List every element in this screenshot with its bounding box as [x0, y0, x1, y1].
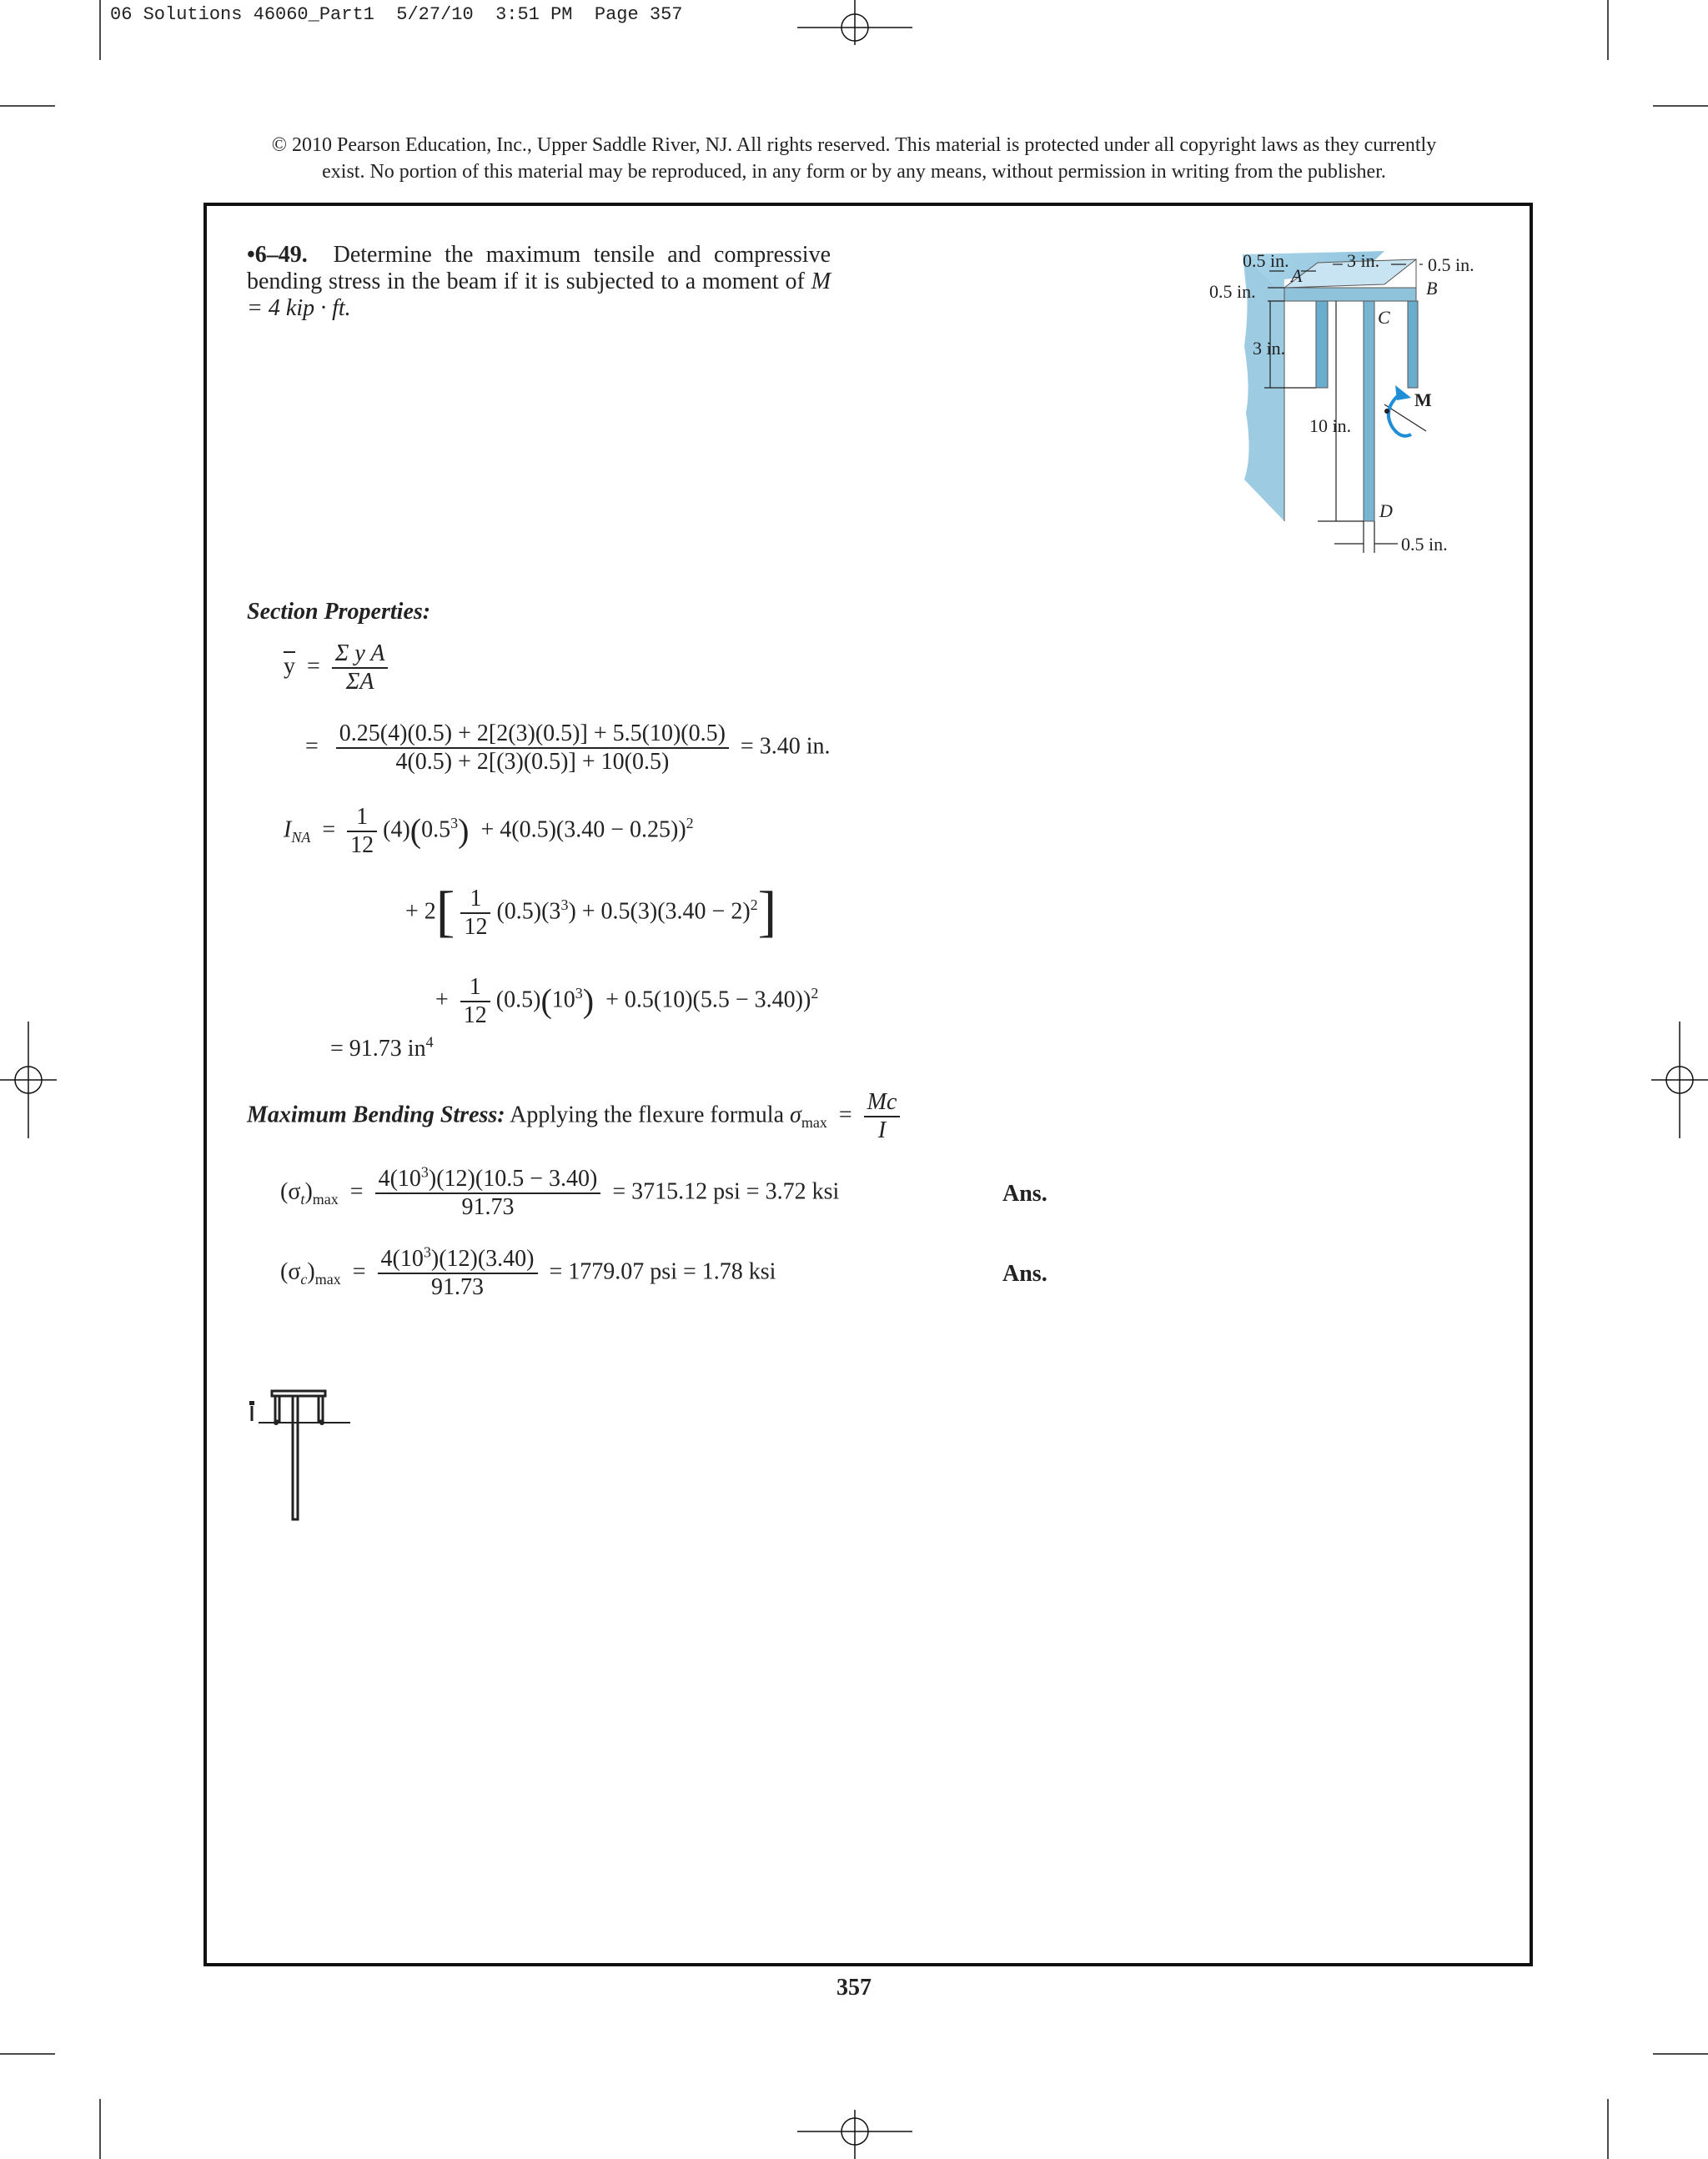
ina-line3-d: + 0.5(10)(5.5 − 3.40)	[605, 987, 803, 1013]
frac-numerator: 1	[347, 804, 377, 832]
compressive-numerator: 4(10	[380, 1246, 424, 1272]
max-stress-line: Maximum Bending Stress: Applying the flexure formula $\sigma_{max}$ = $\frac{Mc}{I}$	[247, 1089, 900, 1144]
problem-number: •6–49.	[247, 242, 308, 268]
ybar-value-fraction	[336, 721, 729, 776]
ina-result: = 91.73 $in^4$	[330, 1033, 434, 1062]
dim-label-6: 10 in.	[1309, 415, 1352, 436]
ina-result-value: = 91.73 in	[330, 1036, 426, 1062]
ina-line1-b: 0.5	[421, 816, 451, 843]
tensile-numerator-rest: )(12)(10.5 − 3.40)	[428, 1166, 598, 1192]
cross-section-sketch	[247, 1388, 355, 1521]
frac-denominator: 12	[463, 1002, 487, 1028]
tensile-numerator: 4(10	[378, 1166, 421, 1192]
compressive-stress-equation: $(\sigma_c)_{max}$ = $\frac{4(10^3)(12)(3.40)}{91.73}$ = 1779.07 psi = 1.78 ksi	[280, 1243, 776, 1300]
point-label-d: D	[1379, 500, 1393, 521]
dim-label-7: 0.5 in.	[1401, 534, 1448, 555]
ybar-denominator: ΣA	[345, 669, 374, 695]
ina-subscript: NA	[291, 829, 311, 846]
copyright-line-2: exist. No portion of this material may be reproduced, in any form or by any means, without permission in writing from the publisher.	[322, 161, 1386, 183]
problem-statement	[247, 242, 831, 322]
tensile-stress-equation: $(\sigma_t)_{max}$ = $\frac{4(10^3)(12)(10.5 - 3.40)}{91.73}$ = 3715.12 psi = 3.72 ksi	[280, 1163, 840, 1220]
tensile-denominator: 91.73	[461, 1194, 515, 1220]
registration-mark-right	[1651, 1022, 1708, 1138]
compressive-numerator-rest: )(12)(3.40)	[430, 1246, 535, 1272]
ina-line-2: + 2[ $\frac{1}{12}$ $(0.5)(3^3) + 0.5(3)(3.40 - 2)^2$]	[405, 879, 777, 943]
crop-mark-bottom	[0, 2054, 1708, 2159]
dim-label-3: 0.5 in.	[1428, 254, 1474, 275]
frac-numerator: 1	[460, 974, 490, 1002]
registration-mark-left	[0, 1022, 57, 1138]
tensile-lhs: (σ	[280, 1178, 301, 1205]
flexure-numerator: Mc	[864, 1089, 901, 1117]
section-properties-heading: Section Properties:	[247, 599, 431, 625]
dim-label-4: 0.5 in.	[1209, 281, 1256, 302]
compressive-result: = 1779.07 psi = 1.78 ksi	[549, 1258, 776, 1285]
ybar-value-numerator: 0.25(4)(0.5) + 2[2(3)(0.5)] + 5.5(10)(0.5)	[336, 721, 729, 749]
dim-label-1: 0.5 in.	[1243, 250, 1289, 271]
point-label-c: C	[1378, 307, 1390, 328]
ybar-fraction	[332, 640, 389, 695]
ina-frac-1	[347, 804, 377, 859]
ybar-value-denominator: 4(0.5) + 2[(3)(0.5)] + 10(0.5)	[395, 749, 670, 775]
ina-line2-b: (0.5)(3	[496, 898, 561, 925]
beam-right-web	[1408, 301, 1418, 388]
compressive-denominator: 91.73	[431, 1274, 485, 1300]
problem-moment: M = 4 kip · ft.	[247, 269, 831, 321]
compressive-fraction: $\frac{4(10^3)(12)(3.40)}{91.73}$	[378, 1246, 538, 1301]
ina-line-3: + $\frac{1}{12}$ $(0.5)(10^3) + 0.5(10)(5.5 - 3.40))^2$	[435, 974, 819, 1028]
moment-label: M	[1414, 389, 1432, 410]
ina-line3-a: +	[435, 987, 449, 1013]
flexure-fraction	[864, 1089, 901, 1144]
ina-line-1: $I_{NA}$ = $\frac{1}{12}$ $(4)(0.5^3) + 4(0.5)(3.40 - 0.25))^2$	[284, 804, 694, 858]
ina-line2-a: + 2	[405, 898, 436, 925]
ybar-result: = 3.40 in.	[740, 733, 831, 760]
beam-figure	[1193, 246, 1510, 563]
point-label-a: A	[1291, 265, 1303, 286]
ybar-definition: $\overline{y}$ = $\frac{\text{Σ y A}}{\Sigma A}$	[284, 640, 388, 695]
beam-left-web	[1316, 301, 1328, 388]
copyright-line-1: © 2010 Pearson Education, Inc., Upper Saddle River, NJ. All rights reserved. This material is protected under all copyright laws as they currently	[271, 134, 1437, 156]
problem-text: Determine the maximum tensile and compressive bending stress in the beam if it is subjected to a moment of	[247, 242, 831, 294]
compressive-subscript: c	[300, 1271, 308, 1288]
ybar-numerator: Σ y A	[332, 640, 389, 669]
beam-flange-front	[1284, 288, 1416, 301]
max-stress-text: Applying the flexure formula	[510, 1102, 785, 1128]
compressive-lhs: (σ	[280, 1258, 301, 1285]
tensile-fraction: $\frac{4(10^3)(12)(10.5 - 3.40)}{91.73}$	[375, 1166, 601, 1221]
page-number: 357	[836, 1975, 872, 2001]
answer-label-tensile: Ans.	[1002, 1181, 1047, 1207]
max-stress-heading: Maximum Bending Stress:	[247, 1102, 505, 1128]
frac-denominator: 12	[350, 832, 374, 858]
ina-line3-b: (0.5)	[495, 987, 541, 1013]
dim-label-5: 3 in.	[1253, 338, 1286, 359]
ina-frac-2	[460, 886, 490, 941]
dim-label-2: 3 in.	[1347, 250, 1380, 271]
ina-symbol: I	[284, 816, 292, 843]
frac-denominator: 12	[464, 914, 488, 940]
ina-line1-c: + 4(0.5)(3.40 − 0.25)	[480, 816, 679, 843]
point-label-b: B	[1426, 278, 1438, 299]
ybar-equals: =	[305, 733, 319, 760]
ina-line1-a: (4)	[383, 816, 410, 843]
answer-label-compressive: Ans.	[1002, 1261, 1047, 1287]
printer-slug: 06 Solutions 46060_Part1 5/27/10 3:51 PM Page 357	[110, 4, 683, 25]
flexure-denominator: I	[877, 1117, 887, 1143]
frac-numerator: 1	[460, 886, 490, 914]
ina-line2-c: ) + 0.5(3)(3.40 − 2)	[568, 898, 751, 925]
ybar-computation	[305, 721, 831, 776]
sigma-max-symbol: σ	[790, 1102, 801, 1128]
crop-mark-top	[0, 0, 1708, 106]
ina-line3-c: 10	[551, 987, 575, 1013]
beam-stem	[1364, 301, 1374, 521]
tensile-result: = 3715.12 psi = 3.72 ksi	[612, 1178, 840, 1205]
copyright-notice	[200, 132, 1508, 185]
tensile-subscript: t	[300, 1191, 305, 1208]
ina-frac-3	[460, 974, 490, 1029]
ybar-symbol: $\overline{y}$	[284, 653, 295, 680]
